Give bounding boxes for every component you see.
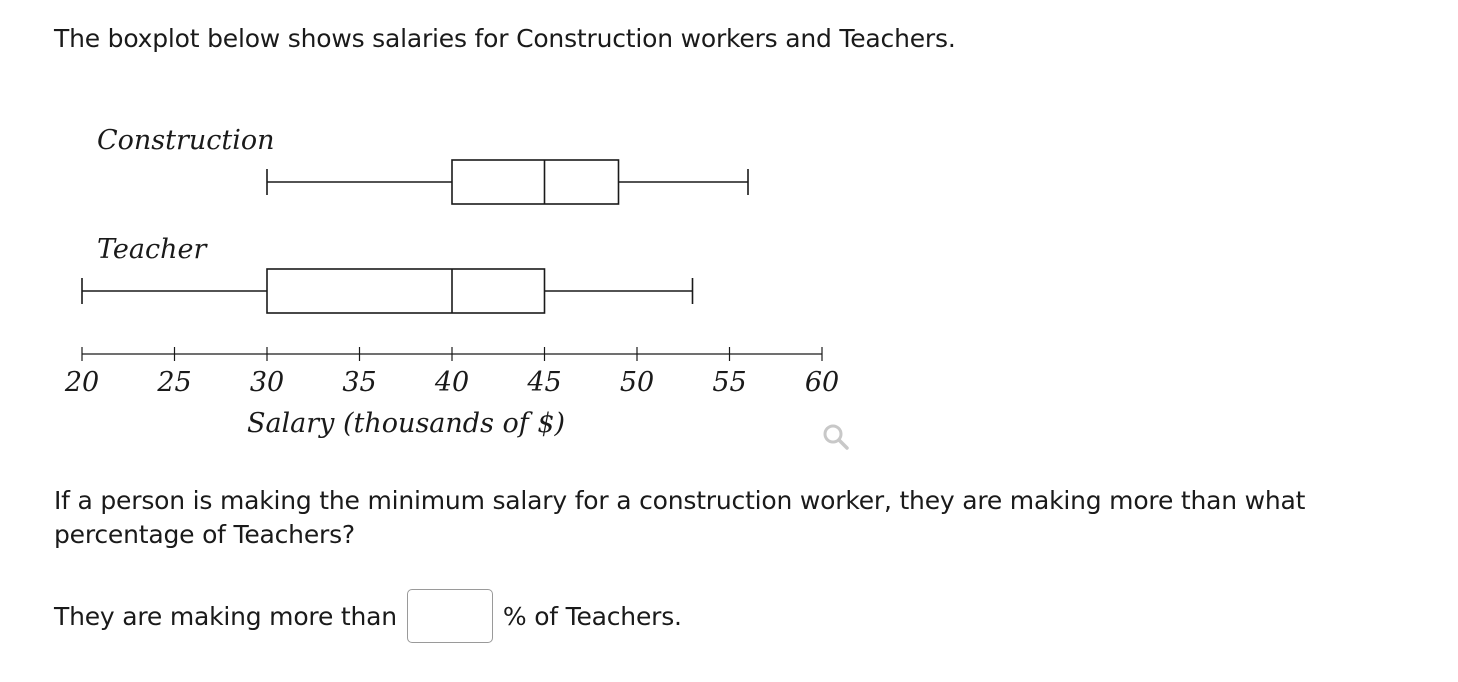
magnifier-icon xyxy=(816,418,856,458)
construction-series-label: Construction xyxy=(97,125,275,156)
intro-text: The boxplot below shows salaries for Construction workers and Teachers. xyxy=(54,24,956,53)
x-tick-label-60: 60 xyxy=(804,367,840,398)
x-tick-label-35: 35 xyxy=(342,367,377,398)
question-text: If a person is making the minimum salary for a construction worker, they are making more than what percentage of Teachers? xyxy=(54,486,1306,549)
teacher-box xyxy=(267,269,545,313)
construction-box xyxy=(452,160,619,204)
x-tick-label-25: 25 xyxy=(157,367,192,398)
zoom-button[interactable] xyxy=(816,418,856,458)
boxplot-svg xyxy=(0,0,900,470)
x-tick-label-30: 30 xyxy=(249,367,285,398)
answer-prefix: They are making more than xyxy=(54,601,397,631)
answer-row xyxy=(54,586,682,646)
x-axis-label: Salary (thousands of $) xyxy=(246,408,566,439)
x-tick-label-40: 40 xyxy=(434,367,470,398)
x-tick-label-50: 50 xyxy=(619,367,655,398)
boxplot-chart xyxy=(0,0,900,470)
teacher-series-label: Teacher xyxy=(97,234,207,265)
x-tick-label-20: 20 xyxy=(64,367,100,398)
answer-suffix: % of Teachers. xyxy=(502,601,682,631)
x-tick-label-55: 55 xyxy=(712,367,747,398)
answer-input[interactable] xyxy=(407,589,493,643)
x-tick-label-45: 45 xyxy=(527,367,562,398)
